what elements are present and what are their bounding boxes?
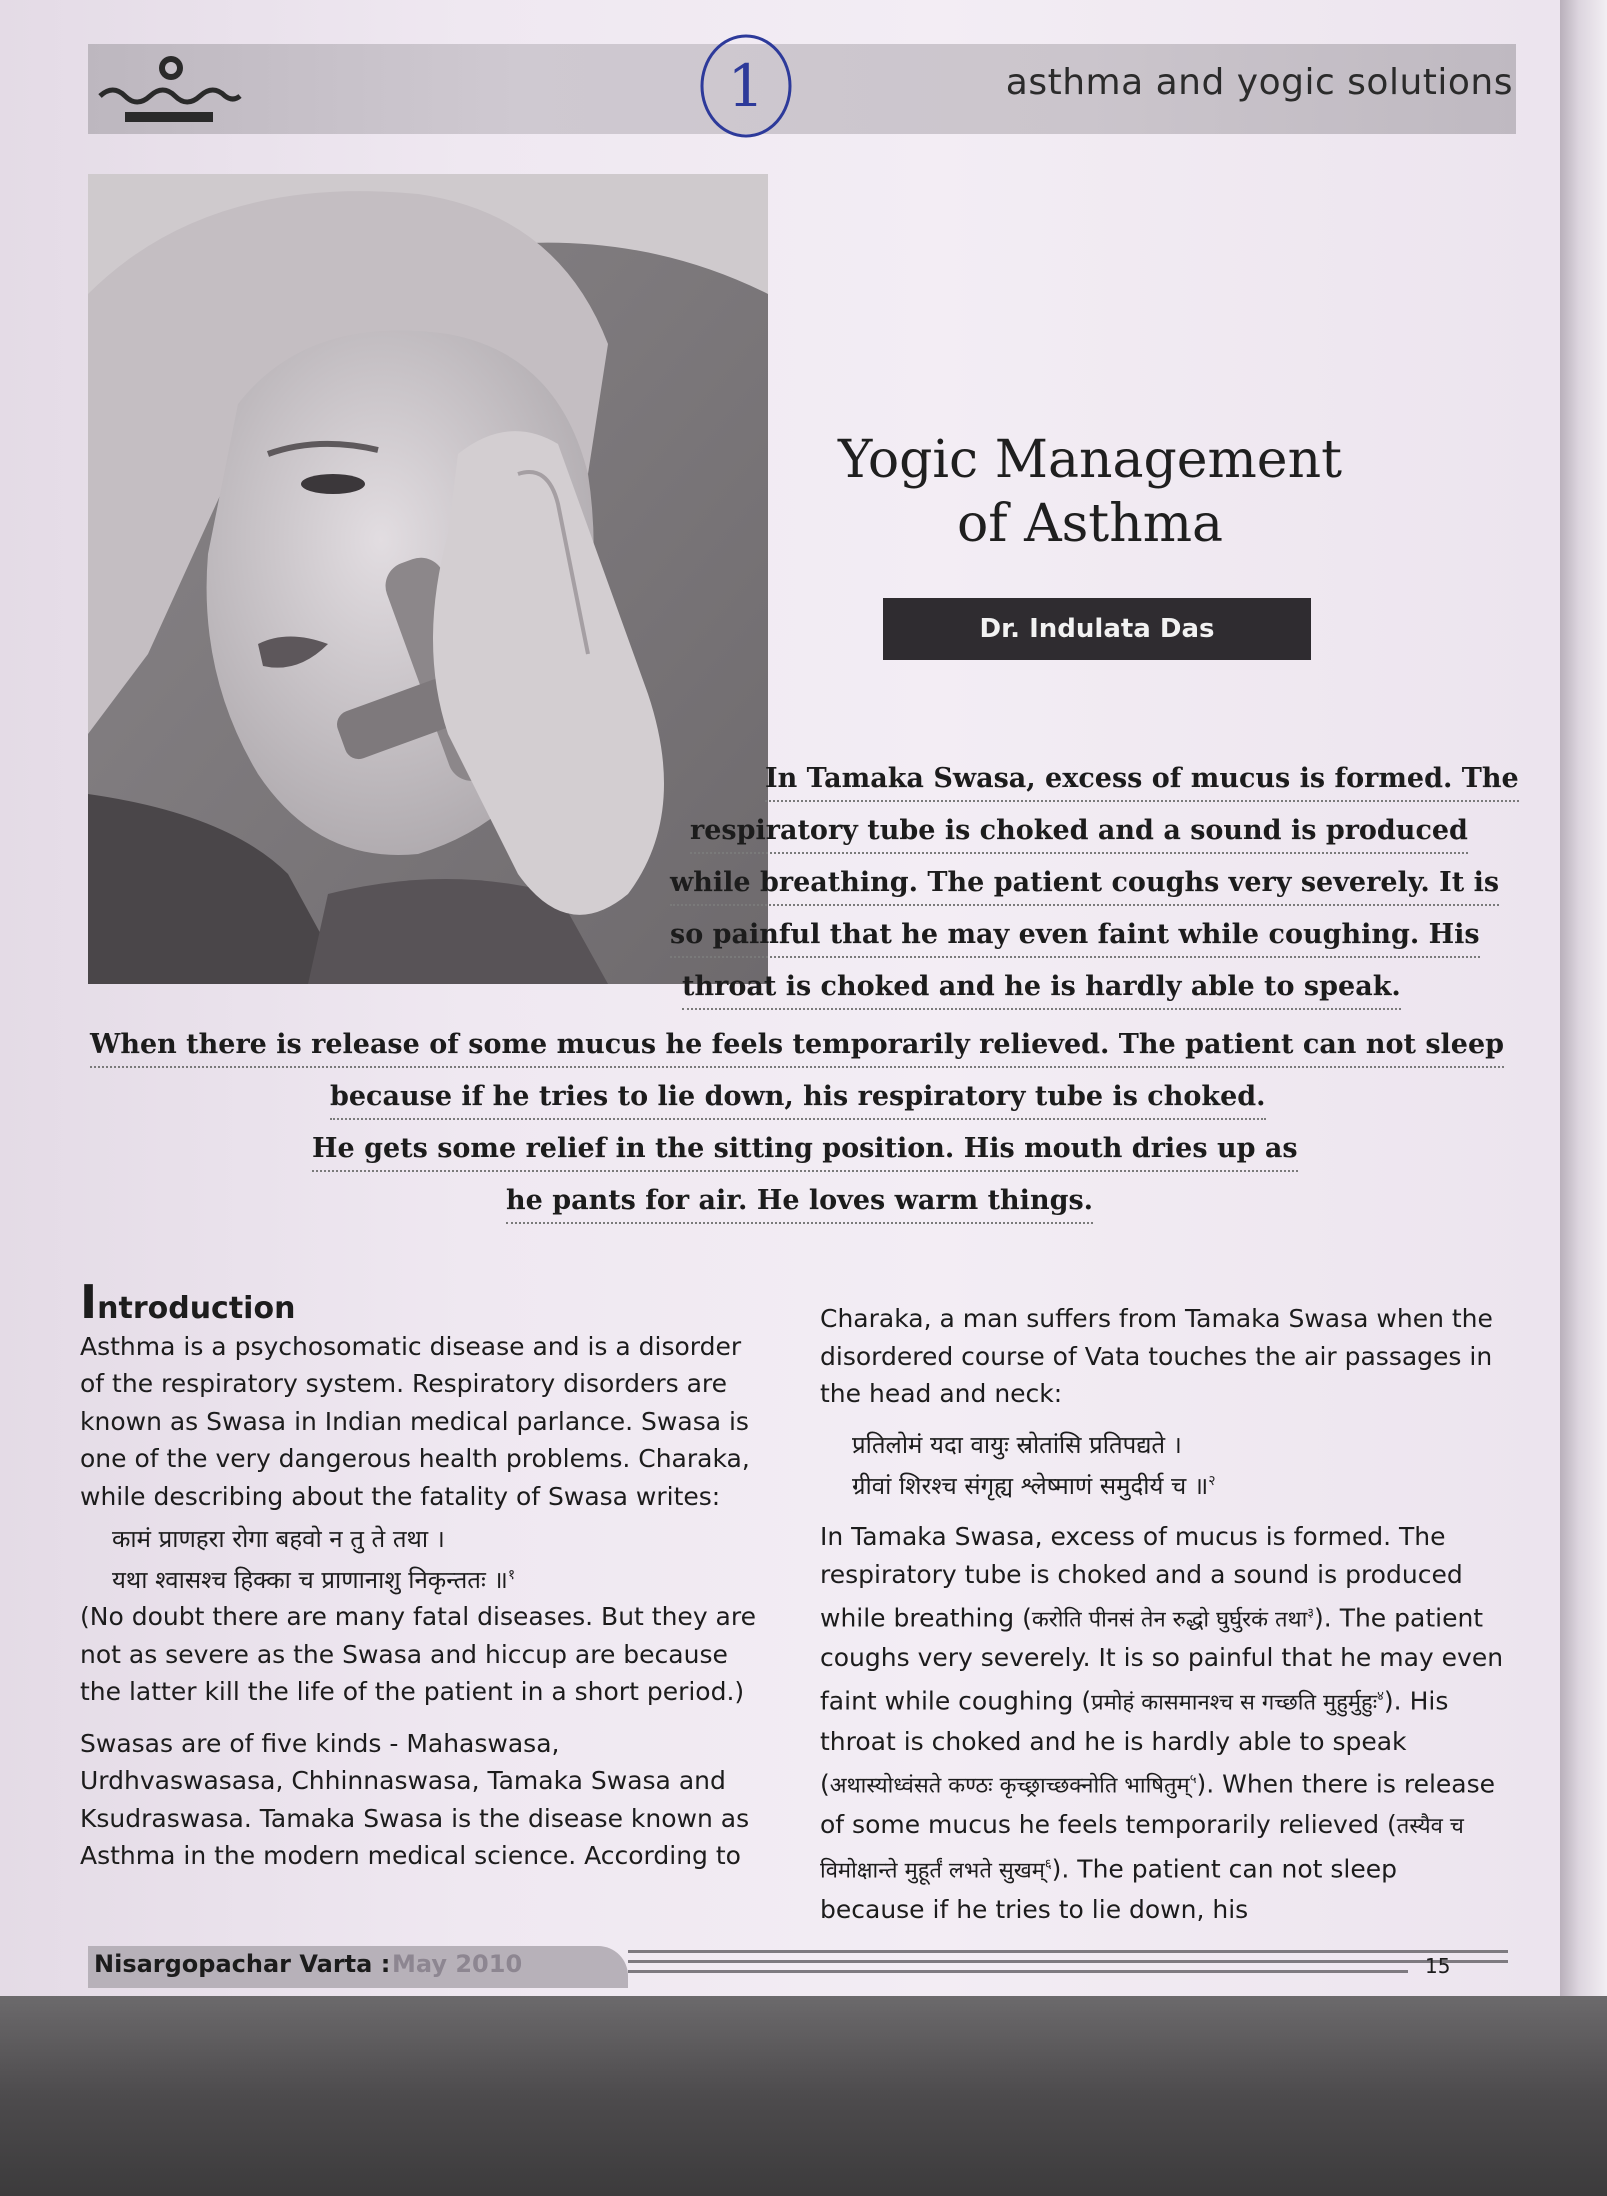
lead-line: In Tamaka Swasa, excess of mucus is formed. The [765, 763, 1519, 802]
lead-line: while breathing. The patient coughs very severely. It is [670, 867, 1499, 906]
charaka-paragraph: Charaka, a man suffers from Tamaka Swasa when the disordered course of Vata touches the air passages in the head and neck: [820, 1304, 1493, 1408]
issue-date: May 2010 [392, 1950, 523, 1978]
article-title-line-2: of Asthma [956, 494, 1224, 554]
right-column [820, 1300, 1508, 1930]
footer-rule [628, 1950, 1508, 1953]
article-title [780, 428, 1400, 556]
lead-line: throat is choked and he is hardly able to speak. [682, 971, 1401, 1010]
section-title: asthma and yogic solutions [1005, 62, 1513, 103]
page-edge [1560, 0, 1607, 2196]
left-column [80, 1275, 766, 1875]
lead-line: He gets some relief in the sitting position. His mouth dries up as [312, 1133, 1298, 1172]
sanskrit-verse-2: प्रतिलोमं यदा वायुः स्रोतांसि प्रतिपद्यते । ग्रीवां शिरश्च संगृह्य श्लेष्माणं समुदीर्य च ॥$^२$ [852, 1430, 1216, 1500]
scan-bottom-shadow [0, 1996, 1607, 2196]
lead-line: so painful that he may even faint while coughing. His [670, 919, 1480, 958]
lead-line: respiratory tube is choked and a sound is produced [690, 815, 1468, 854]
swasa-kinds-paragraph: Swasas are of five kinds - Mahaswasa, Urdhvaswasasa, Chhinnaswasa, Tamaka Swasa and Ksudraswasa. Tamaka Swasa is the disease known as Asthma in the modern medical science. According to [80, 1728, 750, 1870]
tamaka-swasa-paragraph: In Tamaka Swasa, excess of mucus is formed. The respiratory tube is choked and a sound is produced while breathing (करोति पीनसं तेन रुद्धो घुर्घुरकं तथा$^३$). The patient coughs very severely. It is so painful that he may even faint while coughing (प्रमोहं कासमानश्च स गच्छति मुहुर्मुहुः$^४$). His throat is choked and he is hardly able to speak (अथास्योध्वंसते कण्ठः कृच्छ्राच्छक्नोति भाषितुम्$^५$). When there is release of some mucus he feels temporarily relieved (तस्यैव च विमोक्षान्ते मुहूर्तं लभते सुखम्$^६$). The patient can not sleep because if he tries to lie down, his [820, 1521, 1504, 1925]
page-number: 15 [1425, 1954, 1451, 1978]
lead-line: he pants for air. He loves warm things. [506, 1185, 1093, 1224]
lead-line: because if he tries to lie down, his respiratory tube is choked. [330, 1081, 1266, 1120]
author-byline: Dr. Indulata Das [883, 598, 1311, 660]
woman-using-inhaler-photo [88, 174, 768, 984]
lead-line: When there is release of some mucus he feels temporarily relieved. The patient can not sleep [90, 1029, 1504, 1068]
handwritten-page-mark [696, 30, 796, 140]
footer-rule [628, 1960, 1508, 1963]
article-title-line-1: Yogic Management [838, 430, 1342, 490]
verse-translation: (No doubt there are many fatal diseases. But they are not as severe as the Swasa and hiccup are because the latter kill the life of the patient in a short period.) [80, 1602, 756, 1706]
magazine-name: Nisargopachar Varta : [94, 1950, 391, 1978]
svg-text:1: 1 [727, 52, 765, 120]
intro-paragraph: Asthma is a psychosomatic disease and is a disorder of the respiratory system. Respiratory disorders are known as Swasa in Indian medical parlance. Swasa is one of the very dangerous health problems. Charaka, while describing about the fatality of Swasa writes: [80, 1331, 750, 1511]
magazine-logo [95, 50, 245, 130]
sanskrit-verse-1: कामं प्राणहरा रोगा बहवो न तु ते तथा । यथा श्वासश्च हिक्का च प्राणानाशु निकृन्ततः ॥$^१$ [112, 1525, 516, 1594]
introduction-heading: Introduction [80, 1275, 296, 1329]
footer-rule [628, 1970, 1408, 1973]
